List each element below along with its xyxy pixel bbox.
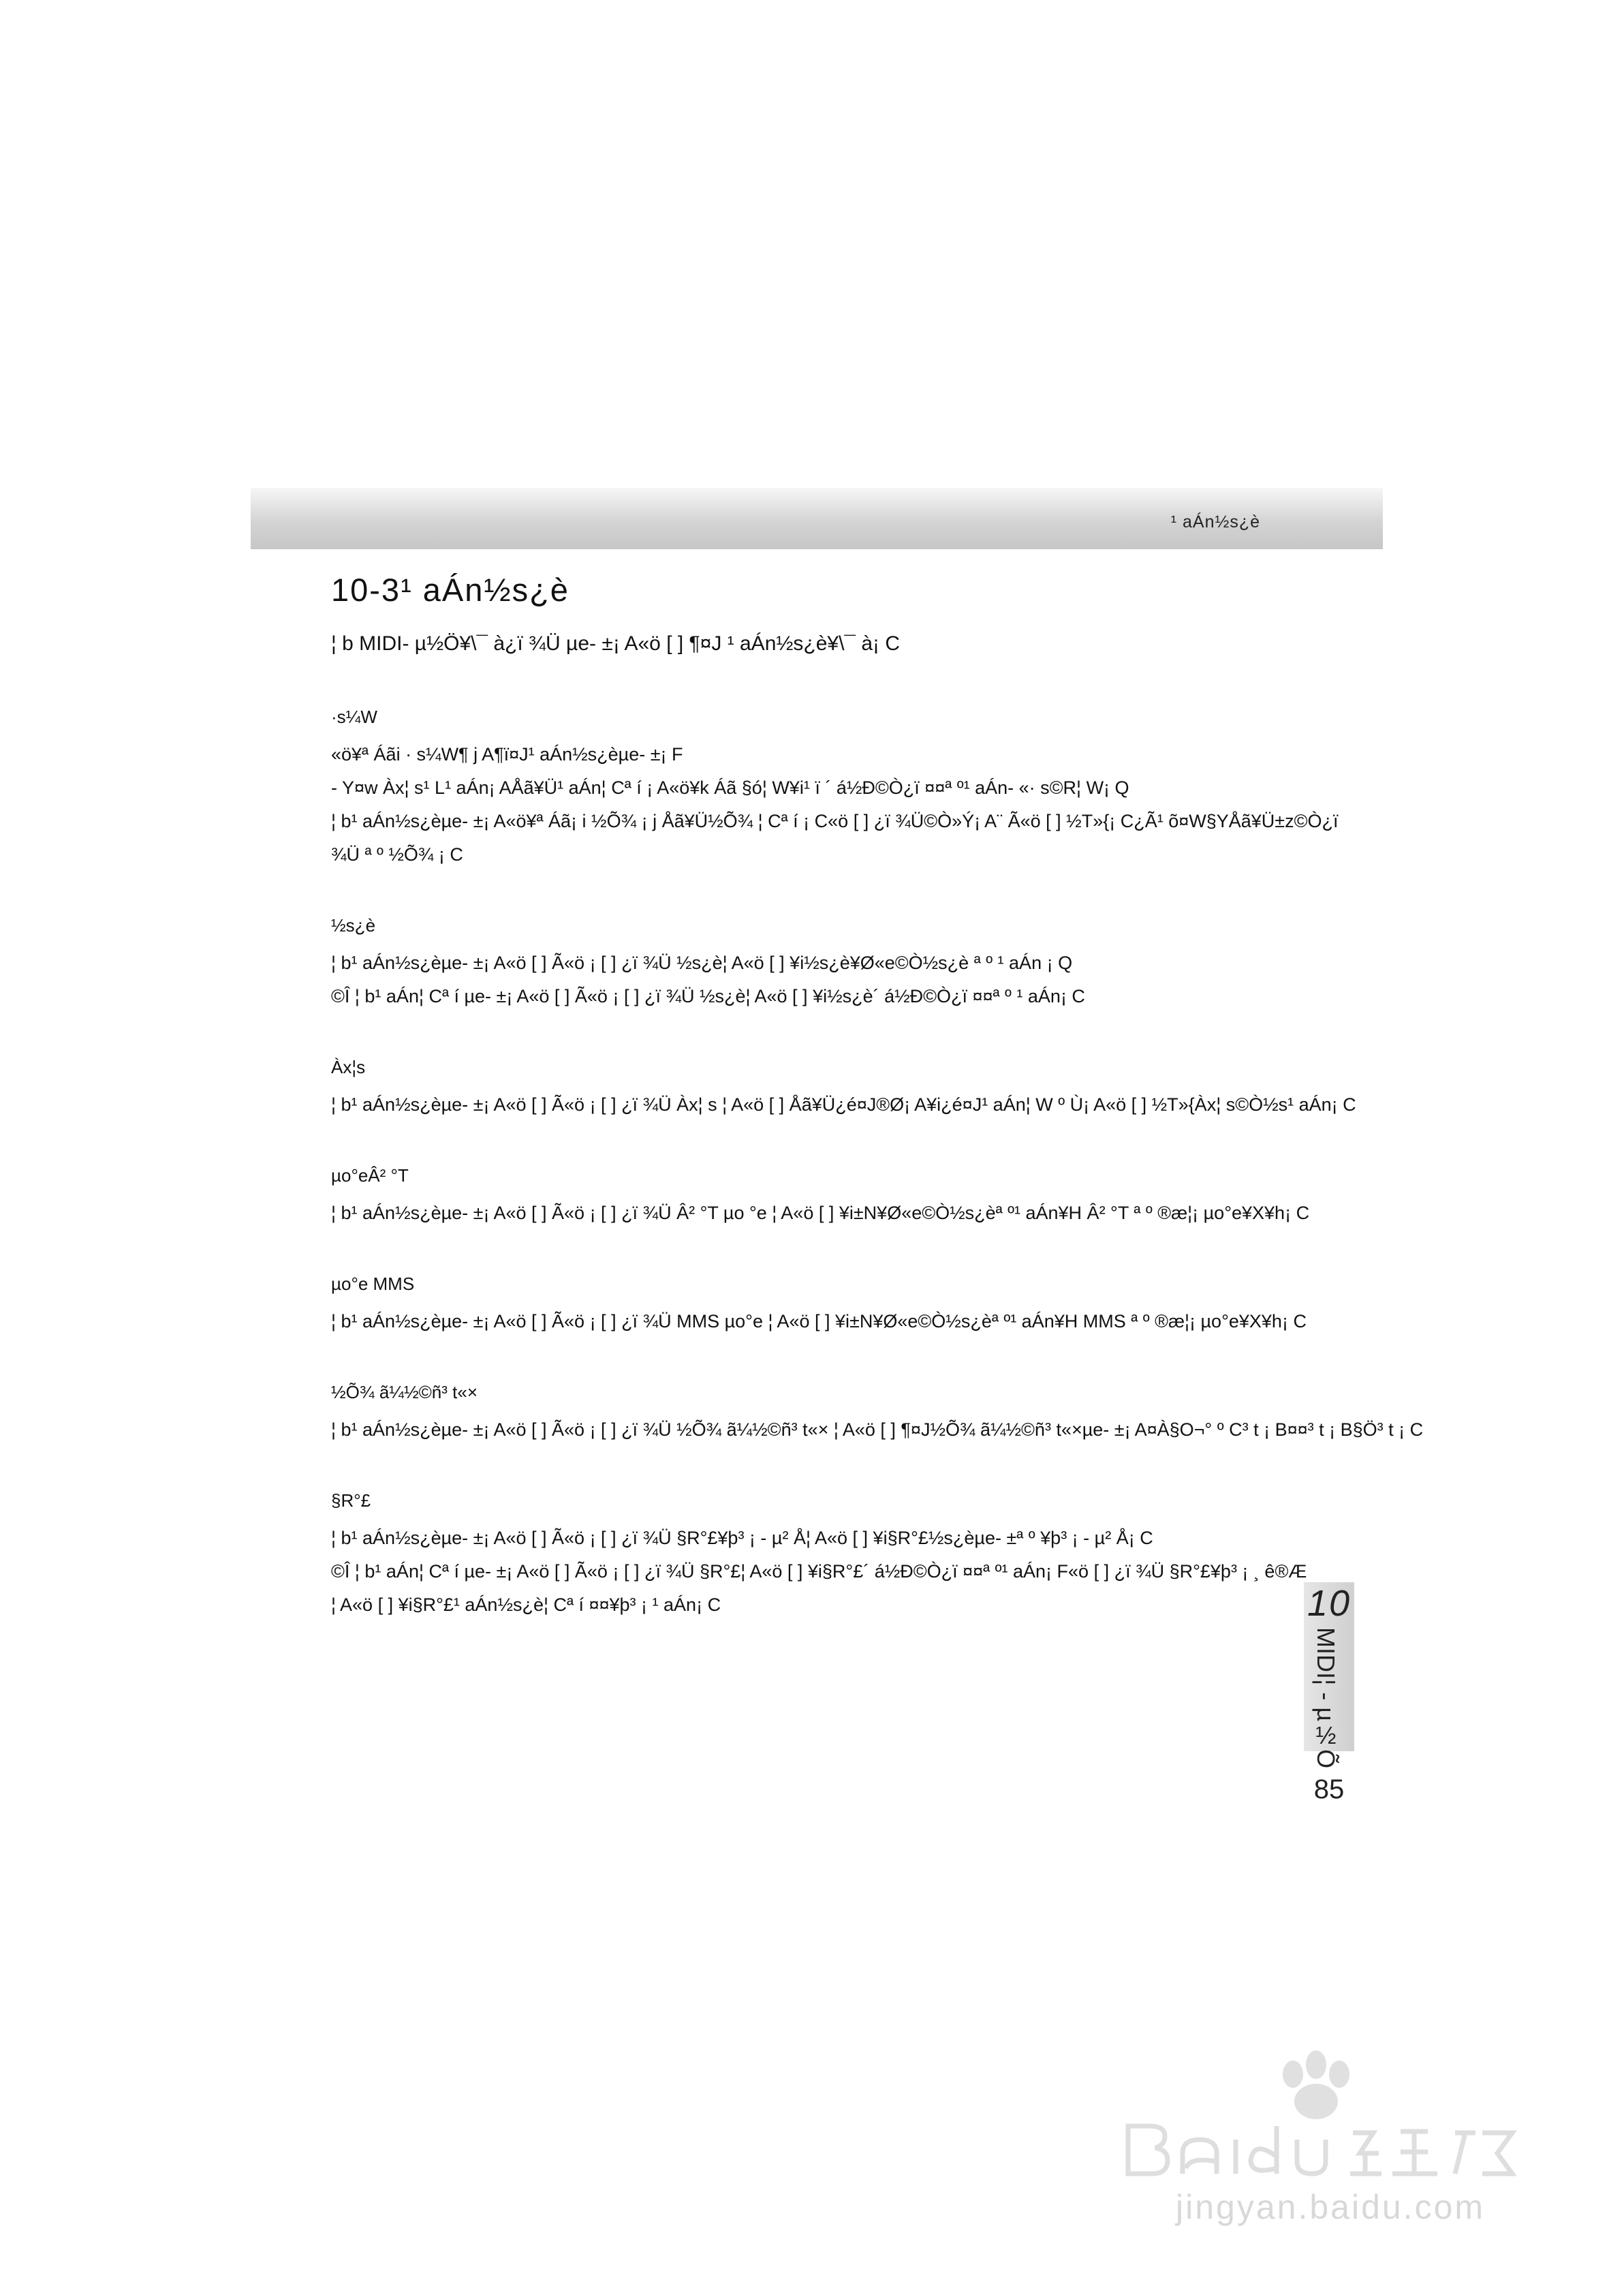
content-block xyxy=(331,1381,1424,1447)
watermark-url: jingyan.baidu.com xyxy=(1176,2188,1486,2226)
page-number: 85 xyxy=(1313,1774,1345,1804)
section-title: 10-3¹ aÁn½s¿è xyxy=(331,572,569,608)
block-line: ¦ b¹ aÁn½s¿èµe- ±¡ A«ö [ ] Ã«ö ¡ [ ] ¿ï ¾Ü Â² °T µo °e ¦ A«ö [ ] ¥i±N¥Ø«e©Ò½s¿èª º¹ aÁn¥H Â² °T ª º ®æ¦¡ µo°e¥X¥h¡ C xyxy=(331,1203,1310,1223)
content-block xyxy=(331,1164,1310,1230)
block-line: ¦ A«ö [ ] ¥i§R°£¹ aÁn½s¿è¦ Cª í ¤¤¥þ³ ¡ ¹ aÁn¡ C xyxy=(331,1595,721,1615)
block-line: «ö¥ª Áãi · s¼W¶ j A¶ï¤J¹ aÁn½s¿èµe- ±¡ F xyxy=(331,744,683,765)
block-line: ¦ b¹ aÁn½s¿èµe- ±¡ A«ö [ ] Ã«ö ¡ [ ] ¿ï ¾Ü Àx¦ s ¦ A«ö [ ] Åã¥Ü¿é¤J®Ø¡ A¥i¿é¤J¹ aÁn¦ W º Ù¡ A«ö [ ] ½T»{Àx¦ s©Ò½s¹ aÁn¡ C xyxy=(331,1094,1356,1115)
block-line: ¦ b¹ aÁn½s¿èµe- ±¡ A«ö¥ª Áã¡ i ½Õ¾ ¡ j Åã¥Ü½Õ¾ ¦ Cª í ¡ C«ö [ ] ¿ï ¾Ü©Ò»Ý¡ A¨ Ã«ö [ ] ½T»{¡ C¿Ã¹ õ¤W§YÅã¥Ü±z©Ò¿ï xyxy=(331,811,1339,831)
chapter-number: 10 xyxy=(1307,1583,1352,1624)
content-block xyxy=(331,1489,1307,1622)
block-heading: Àx¦s xyxy=(331,1057,366,1077)
block-line: ©Î ¦ b¹ aÁn¦ Cª í µe- ±¡ A«ö [ ] Ã«ö ¡ [ ] ¿ï ¾Ü ½s¿è¦ A«ö [ ] ¥i½s¿è´ á½Ð©Ò¿ï ¤¤ª º ¹ aÁn¡ C xyxy=(331,986,1085,1006)
block-heading: ½Õ¾ ã¼½©ñ³ t«× xyxy=(331,1382,478,1402)
block-heading: ·s¼W xyxy=(331,707,377,727)
block-line: ©Î ¦ b¹ aÁn¦ Cª í µe- ±¡ A«ö [ ] Ã«ö ¡ [ ] ¿ï ¾Ü §R°£¦ A«ö [ ] ¥i§R°£´ á½Ð©Ò¿ï ¤¤ª º¹ aÁn¡ F«ö [ ] ¿ï ¾Ü §R°£¥þ³ ¡ ¸ ê®Æ xyxy=(331,1561,1307,1582)
block-line: ¦ b¹ aÁn½s¿èµe- ±¡ A«ö [ ] Ã«ö ¡ [ ] ¿ï ¾Ü MMS µo°e ¦ A«ö [ ] ¥i±N¥Ø«e©Ò½s¿èª º¹ aÁn¥H MMS ª º ®æ¦¡ µo°e¥X¥h¡ C xyxy=(331,1311,1307,1331)
content-block xyxy=(331,705,1339,872)
block-heading: µo°e MMS xyxy=(331,1274,415,1294)
block-line: - Y¤w Àx¦ s¹ L¹ aÁn¡ AÅã¥Ü¹ aÁn¦ Cª í ¡ A«ö¥k Áã §ó¦ W¥i¹ ï ´ á½Ð©Ò¿ï ¤¤ª º¹ aÁn- «· s©R¦ W¡ Q xyxy=(331,777,1129,798)
block-heading: §R°£ xyxy=(331,1490,371,1511)
chapter-side-tab xyxy=(1304,1582,1354,1769)
chapter-label: MIDI¦ - µ½Õ xyxy=(1312,1627,1340,1769)
block-line: ¦ b¹ aÁn½s¿èµe- ±¡ A«ö [ ] Ã«ö ¡ [ ] ¿ï ¾Ü §R°£¥þ³ ¡ - µ² Å¦ A«ö [ ] ¥i§R°£½s¿èµe- ±ª º ¥þ³ ¡ - µ² Å¡ C xyxy=(331,1528,1153,1548)
baidu-watermark xyxy=(1114,2044,1550,2242)
block-heading: ½s¿è xyxy=(331,915,376,936)
block-line: ¦ b¹ aÁn½s¿èµe- ±¡ A«ö [ ] Ã«ö ¡ [ ] ¿ï ¾Ü ½Õ¾ ã¼½©ñ³ t«× ¦ A«ö [ ] ¶¤J½Õ¾ ã¼½©ñ³ t«×µe- ±¡ A¤À§O¬° º C³ t ¡ B¤¤³ t ¡ B§Ö³ t ¡ C xyxy=(331,1419,1424,1440)
running-header: ¹ aÁn½s¿è xyxy=(1170,512,1260,532)
block-heading: µo°eÂ² °T xyxy=(331,1165,409,1186)
content-block xyxy=(331,1272,1307,1338)
block-line: ¾Ü ª º ½Õ¾ ¡ C xyxy=(331,844,463,865)
intro-paragraph: ¦ b MIDI- µ½Ö¥\¯ à¿ï ¾Ü µe- ±¡ A«ö [ ] ¶¤J ¹ aÁn½s¿è¥\¯ à¡ C xyxy=(331,632,901,655)
content-block xyxy=(331,1056,1356,1122)
block-line: ¦ b¹ aÁn½s¿èµe- ±¡ A«ö [ ] Ã«ö ¡ [ ] ¿ï ¾Ü ½s¿è¦ A«ö [ ] ¥i½s¿è¥Ø«e©Ò½s¿è ª º ¹ aÁn ¡ Q xyxy=(331,953,1073,973)
header-band xyxy=(251,488,1383,549)
content-block xyxy=(331,914,1292,1013)
baidu-paw-logo-icon xyxy=(1114,2044,1550,2187)
